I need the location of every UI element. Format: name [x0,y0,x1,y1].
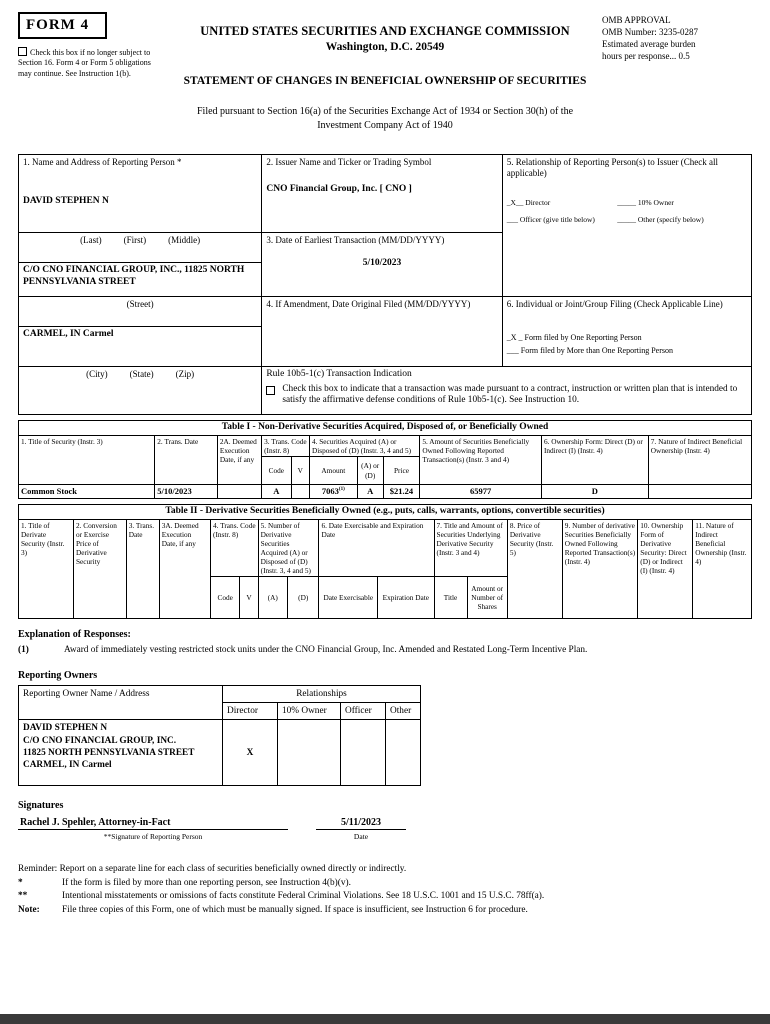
t1-cell-security-title: Common Stock [19,485,155,499]
footer-note-marker: Note: [18,904,40,915]
t1-header-trans-date: 2. Trans. Date [155,435,218,484]
relationship-officer: ___ Officer (give title below) [506,214,595,224]
reporting-person-section-label: 1. Name and Address of Reporting Person * [23,157,182,167]
statement-title: STATEMENT OF CHANGES IN BENEFICIAL OWNERSHIP OF SECURITIES [183,75,587,87]
header-center [168,12,602,132]
footer-note-text: File three copies of this Form, one of which must be manually signed. If space is insufficient, see Instruction 6 for procedure. [62,904,528,915]
earliest-transaction-cell [262,233,502,297]
footer-notes [18,863,752,917]
t1-amount-footnote-ref: (1) [338,486,345,493]
t2-sub-code: Code [211,577,240,619]
t2-header-underlying: 7. Title and Amount of Securities Underlying Derivative Security (Instr. 3 and 4) [434,519,507,577]
owner-name-line: CARMEL, IN Carmel [23,759,112,770]
t2-header-trans-date: 3. Trans. Date [126,519,159,619]
rule-10b5-1-title: Rule 10b5-1(c) Transaction Indication [266,369,412,379]
t2-sub-expiration-date: Expiration Date [378,577,434,619]
owner-director-mark: X [223,720,278,786]
filing-more-persons: ___ Form filed by More than One Reporting Person [506,346,673,356]
owners-col-other: Other [386,703,421,720]
t1-cell-price: $21.24 [383,485,420,499]
owner-10-owner-mark [278,720,341,786]
relationship-other: _____ Other (specify below) [617,214,704,224]
t1-header-title-of-security: 1. Title of Security (Instr. 3) [19,435,155,484]
owner-name-line: DAVID STEPHEN N [23,723,108,734]
city-label: (City) [86,369,108,379]
section16-checkbox[interactable] [18,47,27,56]
t2-sub-date-exercisable: Date Exercisable [319,577,378,619]
filed-pursuant [174,105,596,132]
form-header [18,12,752,132]
section16-note: Check this box if no longer subject to Section 16. Form 4 or Form 5 obligations may continue. See Instruction 1(b). [18,48,151,78]
reporting-person-cell [19,155,262,233]
issuer-cell [262,155,502,233]
t1-cell-ownership-form: D [541,485,648,499]
t1-cell-nature-indirect [648,485,751,499]
t1-header-amount-owned: 5. Amount of Securities Beneficially Owned Following Reported Transaction(s) (Instr. 3 and 4) [420,435,542,484]
t2-header-title-derivative: 1. Title of Derivate Security (Instr. 3) [19,519,74,619]
reporting-owners-table [18,685,421,786]
signature-name: Rachel J. Spehler, Attorney-in-Fact [18,817,288,830]
first-label: (First) [123,235,147,245]
omb-approval-block [602,12,752,63]
rule-10b5-1-cell [262,367,752,415]
footer-doublestar-text: Intentional misstatements or omissions of facts constitute Federal Criminal Violations. See 18 U.S.C. 1001 and 15 U.S.C. 78ff(a). [62,891,545,902]
footnote-text: Award of immediately vesting restricted stock units under the CNO Financial Group, Inc. Amended and Restated Long-Term Incentive Plan. [64,645,588,656]
t1-header-securities-acquired: 4. Securities Acquired (A) or Disposed of (D) (Instr. 3, 4 and 5) [309,435,419,456]
filing-type-cell [502,297,751,367]
filing-one-person: _X _ Form filed by One Reporting Person [506,333,642,343]
commission-city: Washington, D.C. 20549 [325,41,445,53]
issuer-section-label: 2. Issuer Name and Ticker or Trading Symbol [266,157,432,167]
t1-sub-aord: (A) or (D) [357,457,383,485]
state-label: (State) [129,369,154,379]
city-field-labels [19,367,262,415]
middle-label: (Middle) [168,235,201,245]
amendment-cell [262,297,502,367]
t2-sub-amount-shares: Amount or Number of Shares [467,577,507,619]
t1-header-nature-indirect: 7. Nature of Indirect Beneficial Ownership (Instr. 4) [648,435,751,484]
reporting-person-name: DAVID STEPHEN N [23,196,109,207]
commission-title: UNITED STATES SECURITIES AND EXCHANGE COMMISSION [200,24,570,38]
t2-header-nature-indirect: 11. Nature of Indirect Beneficial Ownership (Instr. 4) [693,519,752,619]
earliest-transaction-label: 3. Date of Earliest Transaction (MM/DD/YYYY) [266,235,445,245]
explanation-heading: Explanation of Responses: [18,629,131,641]
table2-derivative [18,504,752,620]
filed-pursuant-line2: Investment Company Act of 1940 [317,119,453,131]
name-field-labels [19,233,262,263]
owner-name-line: C/O CNO FINANCIAL GROUP, INC. [23,735,177,746]
t1-header-deemed-date: 2A. Deemed Execution Date, if any [217,435,261,484]
owners-col-name: Reporting Owner Name / Address [19,686,223,720]
signature-label: **Signature of Reporting Person [103,832,203,842]
relationship-director: _X__ Director [506,197,551,207]
relationship-10-owner: _____ 10% Owner [617,197,674,207]
rule-10b5-1-text: Check this box to indicate that a transaction was made pursuant to a contract, instruction or written plan that is intended to satisfy the affirmative defense conditions of Rule 10b5-1(c). See Instruction 10. [282,383,738,406]
t1-cell-a-or-d: A [357,485,383,499]
footnote-1 [18,644,752,656]
owner-officer-mark [341,720,386,786]
t2-header-number-acquired: 5. Number of Derivative Securities Acquired (A) or Disposed of (D) (Instr. 3, 4 and 5) [258,519,319,577]
footer-doublestar-marker: ** [18,891,28,902]
table1-non-derivative [18,420,752,499]
signature-date-label: Date [353,832,369,842]
relationship-section-label: 5. Relationship of Reporting Person(s) to Issuer (Check all applicable) [506,157,718,179]
footer-star-marker: * [18,877,23,888]
t1-sub-price: Price [383,457,420,485]
footer-star-text: If the form is filed by more than one reporting person, see Instruction 4(b)(v). [62,877,351,888]
t1-amount-value: 7063 [321,486,339,497]
city-state-zip-cell [19,327,262,367]
zip-label: (Zip) [175,369,195,379]
t2-sub-v: V [240,577,258,619]
t1-header-ownership-form: 6. Ownership Form: Direct (D) or Indirect (I) (Instr. 4) [541,435,648,484]
owners-heading: Reporting Owners [18,670,98,682]
street-address: C/O CNO FINANCIAL GROUP, INC., 11825 NORTH PENNSYLVANIA STREET [23,265,245,287]
t2-sub-title: Title [434,577,467,619]
owner-other-mark [386,720,421,786]
t1-sub-amount: Amount [309,457,357,485]
t1-cell-code: A [262,485,291,499]
t2-header-ownership-form: 10. Ownership Form of Derivative Security: Direct (D) or Indirect (I) (Instr. 4) [638,519,693,619]
header-left [18,12,168,79]
issuer-name: CNO Financial Group, Inc. [ CNO ] [266,184,412,195]
owners-col-relationships: Relationships [223,686,421,703]
last-label: (Last) [80,235,102,245]
owners-col-director: Director [223,703,278,720]
t2-header-trans-code: 4. Trans. Code (Instr. 8) [211,519,259,577]
signature-date: 5/11/2023 [316,817,406,830]
t2-header-deemed-date: 3A. Deemed Execution Date, if any [159,519,210,619]
t1-sub-v: V [291,457,309,485]
filing-type-label: 6. Individual or Joint/Group Filing (Check Applicable Line) [506,299,723,309]
omb-number: OMB Number: 3235-0287 [602,27,698,38]
t2-sub-d: (D) [287,577,319,619]
t1-sub-code: Code [262,457,291,485]
city-state-zip: CARMEL, IN Carmel [23,329,114,339]
omb-burden-line2: hours per response... 0.5 [602,51,690,62]
t2-sub-a: (A) [258,577,287,619]
footer-reminder: Reminder: Report on a separate line for each class of securities beneficially owned directly or indirectly. [18,864,407,875]
bottom-bar [0,1014,770,1024]
signatures-heading: Signatures [18,800,64,812]
t1-cell-trans-date: 5/10/2023 [155,485,218,499]
t2-header-number-owned: 9. Number of derivative Securities Beneficially Owned Following Reported Transaction(s) (Instr. 4) [562,519,637,619]
table2-title: Table II - Derivative Securities Beneficially Owned (e.g., puts, calls, warrants, options, convertible securities) [19,504,752,519]
owner-name-line: 11825 NORTH PENNSYLVANIA STREET [23,747,195,758]
t2-header-date-exercisable: 6. Date Exercisable and Expiration Date [319,519,434,577]
t1-cell-amount [309,485,357,499]
t2-header-conversion-price: 2. Conversion or Exercise Price of Derivative Security [73,519,126,619]
form-4-label: FORM 4 [18,12,107,39]
t1-header-trans-code: 3. Trans. Code (Instr. 8) [262,435,310,456]
t2-header-price: 8. Price of Derivative Security (Instr. 5) [507,519,562,619]
owners-col-officer: Officer [341,703,386,720]
t1-cell-v [291,485,309,499]
table1-title: Table I - Non-Derivative Securities Acquired, Disposed of, or Beneficially Owned [19,421,752,436]
earliest-transaction-date: 5/10/2023 [362,258,402,269]
owners-col-10-owner: 10% Owner [278,703,341,720]
filed-pursuant-line1: Filed pursuant to Section 16(a) of the Securities Exchange Act of 1934 or Section 30(h) of the [196,106,574,117]
t1-cell-deemed-date [217,485,261,499]
footnote-marker: (1) [18,645,29,656]
rule-10b5-1-checkbox[interactable] [266,386,275,395]
street-label: (Street) [126,299,154,309]
t1-cell-owned-following: 65977 [420,485,542,499]
relationship-cell [502,155,751,297]
omb-burden-line1: Estimated average burden [602,39,696,50]
signature-block [18,817,752,841]
reporting-info-table [18,154,752,415]
omb-title: OMB APPROVAL [602,15,671,25]
street-label-cell [19,297,262,327]
amendment-label: 4. If Amendment, Date Original Filed (MM/DD/YYYY) [266,299,471,309]
street-address-cell [19,263,262,297]
owner-name-address [19,720,223,786]
